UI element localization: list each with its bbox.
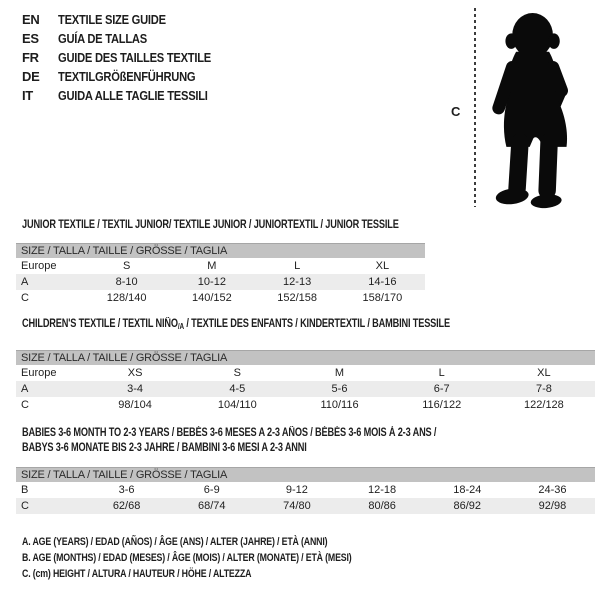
age-cell: 10-12 (197, 276, 226, 288)
guide-title-de: TEXTILGRÖßENFÜHRUNG (58, 69, 196, 84)
age-cell: 24-36 (538, 484, 567, 496)
table-row-height (16, 397, 595, 413)
row-label: Europe (21, 260, 57, 272)
table-row-age (16, 274, 425, 290)
language-code: DE (22, 69, 40, 84)
height-cell: 104/110 (217, 399, 257, 411)
footnotes (22, 534, 434, 582)
table-row-europe (16, 258, 425, 274)
section-children-textile (0, 317, 600, 413)
guide-title-fr: GUIDE DES TAILLES TEXTILE (58, 50, 211, 65)
section-babies-textile (0, 426, 600, 514)
footnote-c: C. (cm) HEIGHT / ALTURA / HAUTEUR / HÖHE / ALTEZZA (22, 568, 252, 580)
height-marker-label: C (451, 104, 461, 119)
height-cell: 158/170 (362, 292, 403, 304)
row-label: C (21, 399, 29, 411)
size-cell: S (233, 367, 241, 379)
row-label: B (21, 484, 29, 496)
height-cell: 128/140 (106, 292, 147, 304)
size-header-band: SIZE / TALLA / TAILLE / GRÖSSE / TAGLIA (16, 467, 595, 482)
height-cell: 140/152 (191, 292, 232, 304)
table-row-height (16, 290, 425, 306)
table-row-height (16, 498, 595, 514)
section-title-junior: JUNIOR TEXTILE / TEXTIL JUNIOR/ TEXTILE JUNIOR / JUNIORTEXTIL / JUNIOR TESSILE (22, 219, 399, 231)
title-text: / TEXTILE DES ENFANTS / KINDERTEXTIL / BAMBINI TESSILE (183, 318, 450, 330)
height-cell: 92/98 (538, 500, 567, 512)
baby-silhouette-icon (487, 8, 584, 212)
age-cell: 12-18 (368, 484, 397, 496)
row-label: C (21, 292, 29, 304)
height-cell: 74/80 (283, 500, 311, 512)
height-indicator-dashed-line (474, 8, 476, 207)
section-title-children (22, 317, 484, 334)
footnote-a: A. AGE (YEARS) / EDAD (AÑOS) / ÂGE (ANS) / ALTER (JAHRE) / ETÀ (ANNI) (22, 536, 328, 548)
age-cell: 9-12 (285, 484, 308, 496)
title-subscript: /A (177, 322, 184, 331)
legend-row-en (22, 10, 236, 29)
height-cell: 80/86 (368, 500, 396, 512)
height-cell: 110/116 (320, 399, 359, 411)
legend-row-it (22, 86, 236, 105)
age-cell: 18-24 (453, 484, 482, 496)
children-size-table (16, 350, 595, 413)
size-cell: XS (127, 367, 143, 379)
height-cell: 68/74 (197, 500, 226, 512)
row-label: A (21, 276, 29, 288)
age-cell: 3-6 (118, 484, 135, 496)
size-cell: M (334, 367, 345, 379)
guide-title-it: GUIDA ALLE TAGLIE TESSILI (58, 88, 208, 103)
language-code: IT (22, 88, 33, 103)
age-cell: 7-8 (535, 383, 552, 395)
size-header-band: SIZE / TALLA / TAILLE / GRÖSSE / TAGLIA (16, 350, 595, 365)
legend-row-es (22, 29, 236, 48)
row-label: C (21, 500, 29, 512)
row-label: Europe (21, 367, 57, 379)
height-cell: 98/104 (118, 399, 152, 411)
age-cell: 6-9 (203, 484, 220, 496)
height-cell: 152/158 (277, 292, 317, 304)
section-title-babies-line2: BABYS 3-6 MONATE BIS 2-3 JAHRE / BAMBINI 3-6 MESI A 2-3 ANNI (22, 442, 307, 454)
size-header-band: SIZE / TALLA / TAILLE / GRÖSSE / TAGLIA (16, 243, 425, 258)
size-cell: L (294, 260, 301, 272)
height-cell: 62/68 (112, 500, 141, 512)
title-text: CHILDREN'S TEXTILE / TEXTIL NIÑO (22, 318, 178, 330)
section-junior-textile (0, 218, 600, 306)
age-cell: 4-5 (229, 383, 246, 395)
table-row-europe (16, 365, 595, 381)
language-legend (22, 10, 236, 105)
guide-title-es: GUÍA DE TALLAS (58, 31, 147, 46)
age-cell: 14-16 (368, 276, 397, 288)
age-cell: 8-10 (115, 276, 138, 288)
babies-size-table (16, 467, 595, 514)
section-title-babies-line1: BABIES 3-6 MONTH TO 2-3 YEARS / BEBÉS 3-6 MESES A 2-3 AÑOS / BÉBÉS 3-6 MOIS À 2-3 ANS / (22, 427, 437, 439)
language-code: ES (22, 31, 39, 46)
language-code: EN (22, 12, 40, 27)
size-cell: XL (537, 367, 551, 379)
size-cell: L (438, 367, 445, 379)
age-cell: 12-13 (283, 276, 312, 288)
junior-size-table (16, 243, 425, 306)
legend-row-de (22, 67, 236, 86)
size-cell: XL (375, 260, 390, 272)
size-cell: M (207, 260, 217, 272)
guide-title-en: TEXTILE SIZE GUIDE (58, 12, 166, 27)
size-cell: S (122, 260, 131, 272)
age-cell: 3-4 (127, 383, 144, 395)
height-cell: 122/128 (524, 399, 564, 411)
age-cell: 6-7 (433, 383, 450, 395)
row-label: A (21, 383, 29, 395)
language-code: FR (22, 50, 39, 65)
table-row-age-months (16, 482, 595, 498)
legend-row-fr (22, 48, 236, 67)
footnote-b: B. AGE (MONTHS) / EDAD (MESES) / ÂGE (MOIS) / ALTER (MONATE) / ETÀ (MESI) (22, 552, 352, 564)
height-cell: 86/92 (453, 500, 482, 512)
height-cell: 116/122 (422, 399, 462, 411)
table-row-age (16, 381, 595, 397)
age-cell: 5-6 (331, 383, 348, 395)
